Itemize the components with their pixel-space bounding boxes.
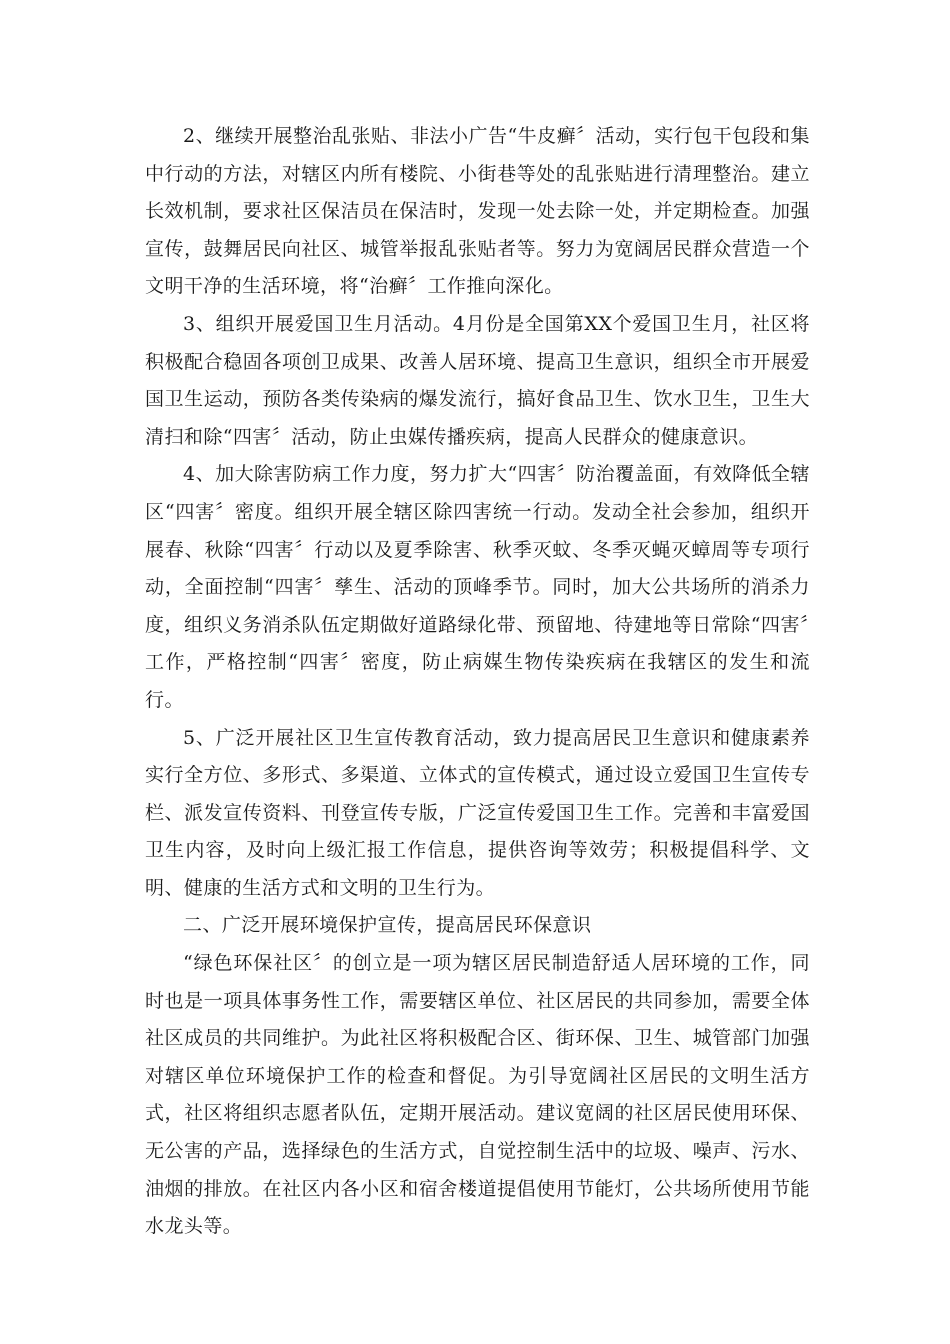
paragraph-green-community: “绿色环保社区〞的创立是一项为辖区居民制造舒适人居环境的工作，同时也是一项具体事务性工作，需要辖区单位、社区居民的共同参加，需要全体社区成员的共同维护。为此社区将积极配合区、街环保、卫生、城管部门加强对辖区单位环境保护工作的检查和督促。为引导宽阔社区居民的文明生活方式，社区将组织志愿者队伍，定期开展活动。建议宽阔的社区居民使用环保、无公害的产品，选择绿色的生活方式，自觉控制生活中的垃圾、噪声、污水、油烟的排放。在社区内各小区和宿舍楼道提倡使用节能灯，公共场所使用节能水龙头等。 <box>145 952 810 1238</box>
paragraph-item-3: 3、组织开展爱国卫生月活动。4月份是全国第XX个爱国卫生月，社区将积极配合稳固各项创卫成果、改善人居环境、提高卫生意识，组织全市开展爱国卫生运动，预防各类传染病的爆发流行，搞好食品卫生、饮水卫生，卫生大清扫和除“四害〞活动，防止虫媒传播疾病，提高人民群众的健康意识。 <box>145 312 810 448</box>
paragraph-item-4: 4、加大除害防病工作力度，努力扩大“四害〞防治覆盖面，有效降低全辖区“四害〞密度。组织开展全辖区除四害统一行动。发动全社会参加，组织开展春、秋除“四害〞行动以及夏季除害、秋季灭蚊、冬季灭蝇灭蟑周等专项行动，全面控制“四害〞孳生、活动的顶峰季节。同时，加大公共场所的消杀力度，组织义务消杀队伍定期做好道路绿化带、预留地、待建地等日常除“四害〞工作，严格控制“四害〞密度，防止病媒生物传染疾病在我辖区的发生和流行。 <box>145 463 810 711</box>
paragraph-item-2: 2、继续开展整治乱张贴、非法小广告“牛皮癣〞活动，实行包干包段和集中行动的方法，对辖区内所有楼院、小街巷等处的乱张贴进行清理整治。建立长效机制，要求社区保洁员在保洁时，发现一处去除一处，并定期检查。加强宣传，鼓舞居民向社区、城管举报乱张贴者等。努力为宽阔居民群众营造一个文明干净的生活环境，将“治癣〞工作推向深化。 <box>145 125 810 298</box>
paragraph-item-5: 5、广泛开展社区卫生宣传教育活动，致力提高居民卫生意识和健康素养实行全方位、多形式、多渠道、立体式的宣传模式，通过设立爱国卫生宣传专栏、派发宣传资料、刊登宣传专版，广泛宣传爱国卫生工作。完善和丰富爱国卫生内容，及时向上级汇报工作信息，提供咨询等效劳；积极提倡科学、文明、健康的生活方式和文明的卫生行为。 <box>145 726 810 899</box>
document-body <box>145 118 810 1246</box>
section-heading-2: 二、广泛开展环境保护宣传，提高居民环保意识 <box>183 914 592 937</box>
